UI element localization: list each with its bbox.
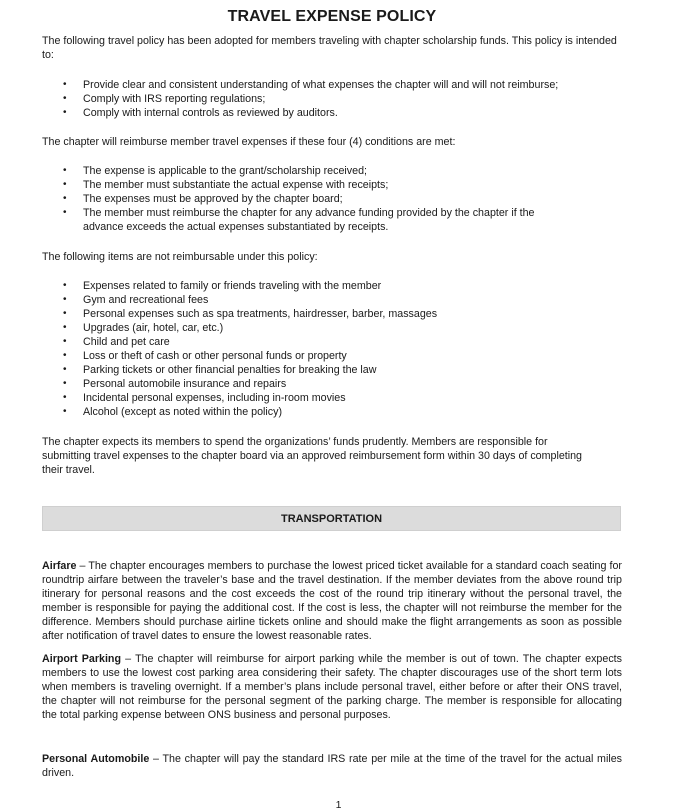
list-item: • Expenses related to family or friends traveling with the member	[42, 279, 622, 293]
list-item: • Child and pet care	[42, 335, 622, 349]
non-reimbursable-list	[42, 279, 622, 419]
intro-paragraph: The following travel policy has been adopted for members traveling with chapter scholarship funds. This policy is intended to:	[42, 35, 617, 61]
conditions-list	[42, 164, 622, 234]
list-item: • The expense is applicable to the grant/scholarship received;	[42, 164, 622, 178]
conditions-intro: The chapter will reimburse member travel expenses if these four (4) conditions are met:	[42, 136, 456, 148]
non-reimbursable-intro: The following items are not reimbursable under this policy:	[42, 251, 318, 263]
list-item: • Comply with internal controls as reviewed by auditors.	[42, 106, 622, 120]
list-item: • Personal automobile insurance and repairs	[42, 377, 622, 391]
section-heading-transportation: TRANSPORTATION	[42, 506, 621, 531]
personal-automobile-paragraph	[42, 752, 622, 780]
personal-automobile-text: The chapter will pay the standard IRS rate per mile at the time of the travel for the actual miles driven.	[42, 753, 622, 779]
list-item: • Loss or theft of cash or other personal funds or property	[42, 349, 622, 363]
list-item: • The expenses must be approved by the chapter board;	[42, 192, 622, 206]
list-item: • Incidental personal expenses, including in-room movies	[42, 391, 622, 405]
list-item: • Upgrades (air, hotel, car, etc.)	[42, 321, 622, 335]
list-item: • Gym and recreational fees	[42, 293, 622, 307]
list-item: • The member must reimburse the chapter for any advance funding provided by the chapter if the advance exceeds the actual expenses substantiated by receipts.	[42, 206, 622, 234]
airport-parking-text: The chapter will reimburse for airport parking while the member is out of town. The chapter expects members to use the lowest cost parking area considering their safety. The chapter discourages use of the short term lots when members is traveling overnight. If a member’s plans include personal travel, either before or after their ONS travel, the chapter will not reimburse for the personal segment of the parking charge. The member is responsible for allocating the total parking expense between ONS business and personal purposes.	[42, 653, 622, 721]
intent-list	[42, 78, 622, 120]
list-item: • Parking tickets or other financial penalties for breaking the law	[42, 363, 622, 377]
list-item: • Personal expenses such as spa treatments, hairdresser, barber, massages	[42, 307, 622, 321]
document-page	[42, 0, 622, 780]
airfare-text: The chapter encourages members to purchase the lowest priced ticket available for a standard coach seating for roundtrip airfare between the traveler’s base and the travel destination. If the member deviates from the above round trip itinerary for personal reasons and the cost exceeds the cost of the round trip itinerary without the personal travel, the member is responsible for paying the additional cost. If the cost is less, the chapter will not reimburse the member for the difference. Members should purchase airline tickets online and should make the flight arrangements as soon as possible after notification of travel dates to ensure the lowest reasonable rates.	[42, 560, 622, 642]
airfare-heading: Airfare	[42, 560, 77, 572]
airport-parking-paragraph	[42, 652, 622, 722]
airport-parking-separator: –	[120, 653, 136, 665]
list-item: • Provide clear and consistent understanding of what expenses the chapter will and will not reimburse;	[42, 78, 622, 92]
personal-automobile-heading: Personal Automobile	[42, 753, 150, 765]
personal-automobile-separator: –	[149, 753, 163, 765]
page-number: 1	[335, 799, 342, 811]
airfare-separator: –	[76, 560, 89, 572]
document-title: TRAVEL EXPENSE POLICY	[227, 8, 437, 25]
closing-paragraph: The chapter expects its members to spend the organizations’ funds prudently. Members are responsible for submitting travel expenses to the chapter board via an approved reimbursement form within 30 days of completing their travel.	[42, 436, 583, 476]
list-item: • Alcohol (except as noted within the policy)	[42, 405, 622, 419]
list-item: • Comply with IRS reporting regulations;	[42, 92, 622, 106]
list-item: • The member must substantiate the actual expense with receipts;	[42, 178, 622, 192]
airport-parking-heading: Airport Parking	[42, 653, 121, 665]
airfare-paragraph	[42, 559, 622, 643]
